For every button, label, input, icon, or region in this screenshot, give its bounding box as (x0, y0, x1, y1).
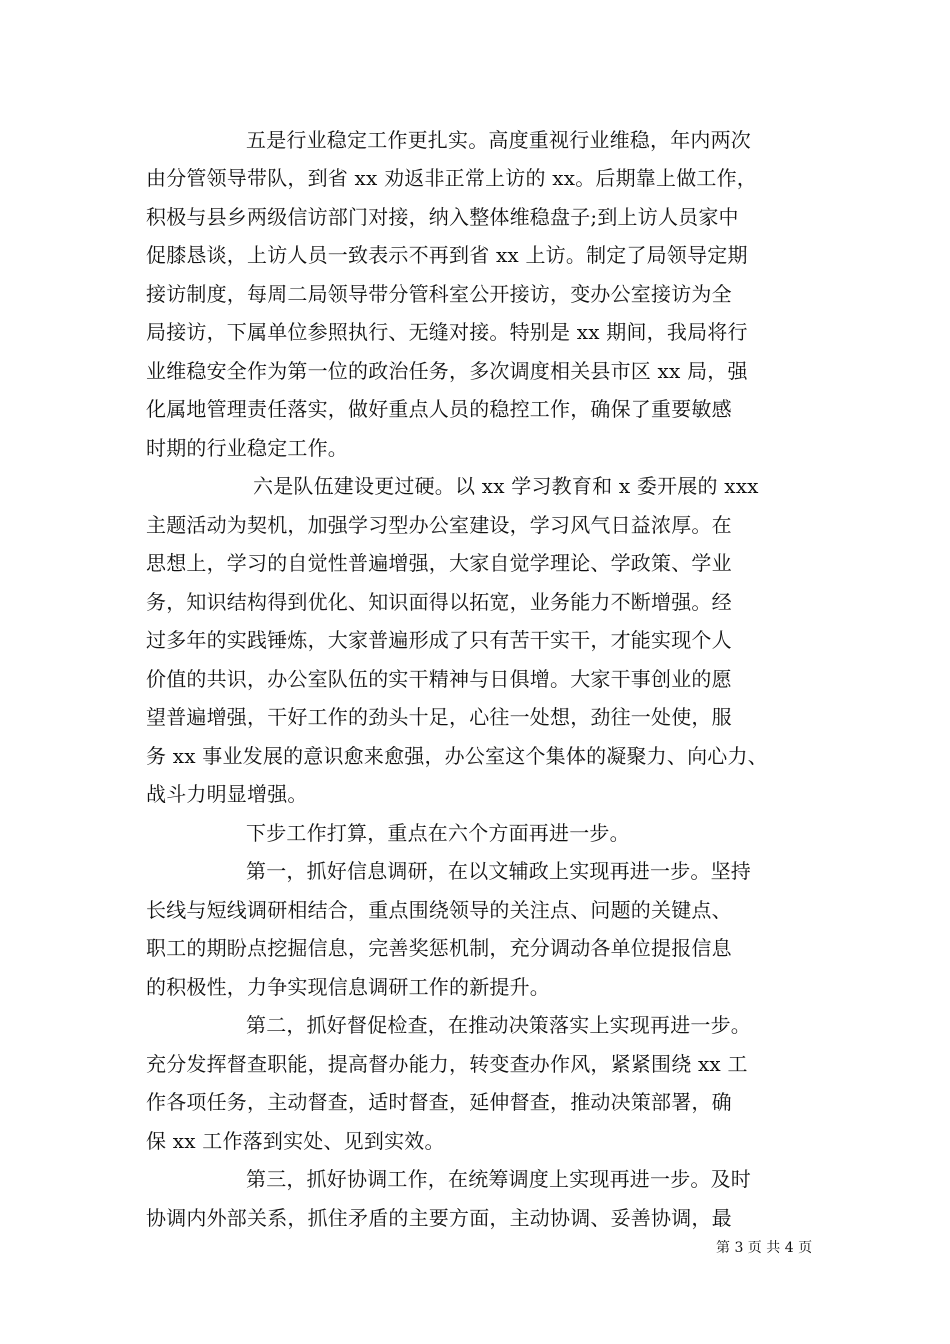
paragraph-6-line-1: 六是队伍建设更过硬。以 xx 学习教育和 x 委开展的 xxx (253, 474, 759, 498)
paragraph-5-line-3: 积极与县乡两级信访部门对接，纳入整体维稳盘子;到上访人员家中 (146, 205, 739, 229)
paragraph-6-line-7: 望普遍增强，干好工作的劲头十足，心往一处想，劲往一处使，服 (146, 705, 732, 729)
paragraph-6-line-2: 主题活动为契机，加强学习型办公室建设，学习风气日益浓厚。在 (146, 513, 732, 537)
item-3-line-2: 协调内外部关系，抓住矛盾的主要方面，主动协调、妥善协调，最 (146, 1206, 732, 1230)
paragraph-5-line-7: 业维稳安全作为第一位的政治任务，多次调度相关县市区 xx 局，强 (146, 359, 748, 383)
paragraph-6-line-8: 务 xx 事业发展的意识愈来愈强，办公室这个集体的凝聚力、向心力、 (146, 744, 768, 768)
paragraph-6-line-6: 价值的共识，办公室队伍的实干精神与日俱增。大家干事创业的愿 (146, 667, 732, 691)
paragraph-5-line-1: 五是行业稳定工作更扎实。高度重视行业维稳，年内两次 (246, 128, 751, 152)
paragraph-6-line-5: 过多年的实践锤炼，大家普遍形成了只有苦干实干，才能实现个人 (146, 628, 732, 652)
item-1-line-2: 长线与短线调研相结合，重点围绕领导的关注点、问题的关键点、 (146, 898, 732, 922)
item-1-line-3: 职工的期盼点挖掘信息，完善奖惩机制，充分调动各单位提报信息 (146, 936, 732, 960)
paragraph-5-line-2: 由分管领导带队，到省 xx 劝返非正常上访的 xx。后期靠上做工作， (146, 166, 757, 190)
item-2-line-4: 保 xx 工作落到实处、见到实效。 (146, 1129, 445, 1153)
item-3-line-1: 第三，抓好协调工作，在统筹调度上实现再进一步。及时 (246, 1167, 751, 1191)
paragraph-6-line-4: 务，知识结构得到优化、知识面得以拓宽，业务能力不断增强。经 (146, 590, 732, 614)
item-2-line-1: 第二，抓好督促检查，在推动决策落实上实现再进一步。 (246, 1013, 751, 1037)
page-number-footer: 第 3 页 共 4 页 (716, 1240, 813, 1256)
item-2-line-3: 作各项任务，主动督查，适时督查，延伸督查，推动决策部署，确 (146, 1090, 732, 1114)
item-1-line-1: 第一，抓好信息调研，在以文辅政上实现再进一步。坚持 (246, 859, 751, 883)
paragraph-5-line-5: 接访制度，每周二局领导带分管科室公开接访，变办公室接访为全 (146, 282, 732, 306)
paragraph-5-line-6: 局接访，下属单位参照执行、无缝对接。特别是 xx 期间，我局将行 (146, 320, 748, 344)
next-steps-heading: 下步工作打算，重点在六个方面再进一步。 (246, 821, 630, 845)
paragraph-6-line-3: 思想上，学习的自觉性普遍增强，大家自觉学理论、学政策、学业 (146, 551, 732, 575)
paragraph-5-line-8: 化属地管理责任落实，做好重点人员的稳控工作，确保了重要敏感 (146, 397, 732, 421)
paragraph-5-line-9: 时期的行业稳定工作。 (146, 436, 348, 460)
paragraph-6-line-9: 战斗力明显增强。 (146, 782, 308, 806)
item-1-line-4: 的积极性，力争实现信息调研工作的新提升。 (146, 975, 550, 999)
item-2-line-2: 充分发挥督查职能，提高督办能力，转变查办作风，紧紧围绕 xx 工 (146, 1052, 748, 1076)
paragraph-5-line-4: 促膝恳谈，上访人员一致表示不再到省 xx 上访。制定了局领导定期 (146, 243, 748, 267)
